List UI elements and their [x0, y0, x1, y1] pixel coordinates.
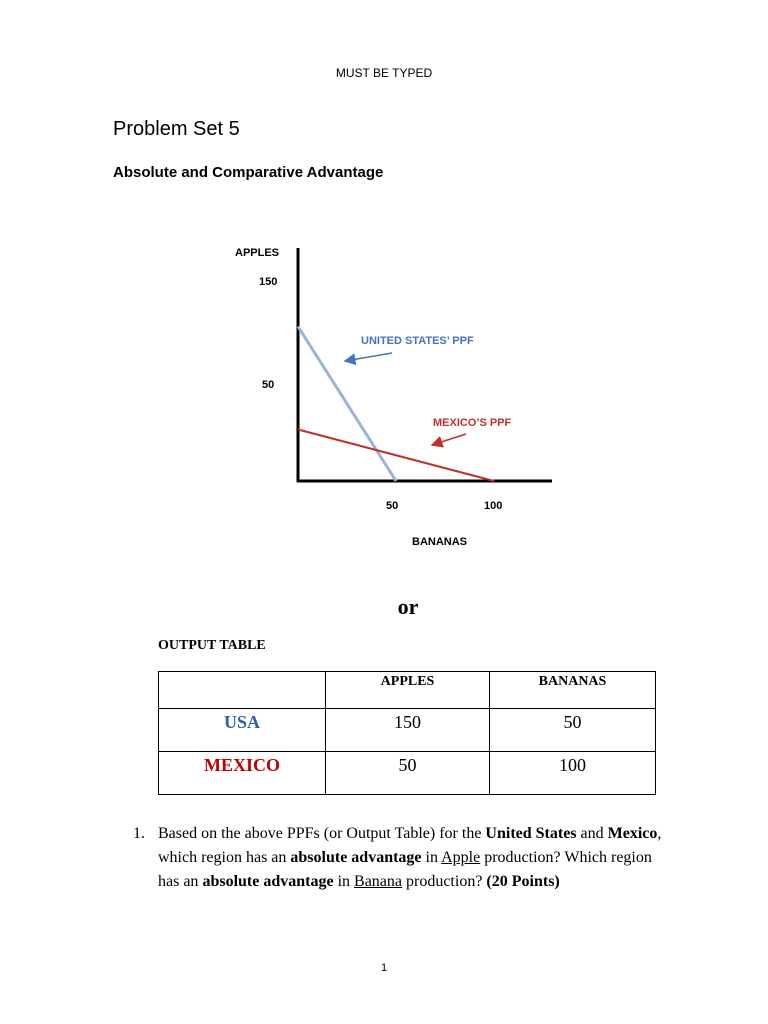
- q-text: Based on the above PPFs (or Output Table) for the: [158, 825, 486, 842]
- q-text: production?: [402, 873, 487, 890]
- mexico-ppf-arrow: [432, 434, 466, 445]
- mexico-bananas-cell: 100: [490, 752, 656, 795]
- usa-apples-cell: 150: [326, 709, 490, 752]
- us-ppf-label: UNITED STATES’ PPF: [361, 335, 474, 347]
- q-bold: United States: [485, 825, 577, 842]
- x-tick-100: 100: [484, 500, 503, 512]
- mexico-apples-cell: 50: [326, 752, 490, 795]
- row-label-mexico: MEXICO: [159, 752, 326, 795]
- header-note: MUST BE TYPED: [335, 66, 433, 80]
- y-axis-label: APPLES: [235, 247, 280, 259]
- q-bold: absolute advantage: [290, 849, 422, 866]
- q-underlined: Apple: [441, 849, 481, 866]
- or-separator: or: [397, 594, 419, 619]
- table-row: [159, 709, 656, 752]
- ppf-chart: [230, 232, 590, 562]
- q-bold: absolute advantage: [202, 873, 334, 890]
- us-ppf-arrow: [345, 353, 392, 361]
- page-number: 1: [380, 962, 388, 974]
- mexico-ppf-label: MEXICO’S PPF: [433, 417, 512, 429]
- header-cell-empty: [159, 672, 326, 709]
- y-tick-50: 50: [262, 379, 275, 391]
- header-cell-bananas: BANANAS: [490, 672, 656, 709]
- output-table: [158, 671, 656, 795]
- question-text: [158, 822, 663, 894]
- question-1: [133, 822, 663, 894]
- q-text: in: [421, 849, 442, 866]
- q-bold: (20 Points): [486, 873, 560, 890]
- q-text: , which region has an: [158, 825, 662, 866]
- usa-bananas-cell: 50: [490, 709, 656, 752]
- table-caption: OUTPUT TABLE: [158, 638, 266, 653]
- table-header-row: [159, 672, 656, 709]
- page-title: Problem Set 5: [113, 118, 240, 140]
- q-bold: Mexico: [607, 825, 658, 842]
- table-row: [159, 752, 656, 795]
- page-subtitle: Absolute and Comparative Advantage: [113, 164, 384, 181]
- row-label-usa: USA: [159, 709, 326, 752]
- q-text: in: [333, 873, 355, 890]
- q-text: and: [576, 825, 608, 842]
- header-cell-apples: APPLES: [326, 672, 490, 709]
- us-ppf-line: [298, 327, 396, 482]
- question-number: 1.: [133, 825, 145, 842]
- x-tick-50: 50: [386, 500, 399, 512]
- mexico-ppf-line: [298, 430, 494, 482]
- q-underlined: Banana: [354, 873, 402, 890]
- x-axis-label: BANANAS: [412, 536, 467, 548]
- y-tick-150: 150: [259, 276, 278, 288]
- q-text: production? Which region has an: [158, 849, 652, 890]
